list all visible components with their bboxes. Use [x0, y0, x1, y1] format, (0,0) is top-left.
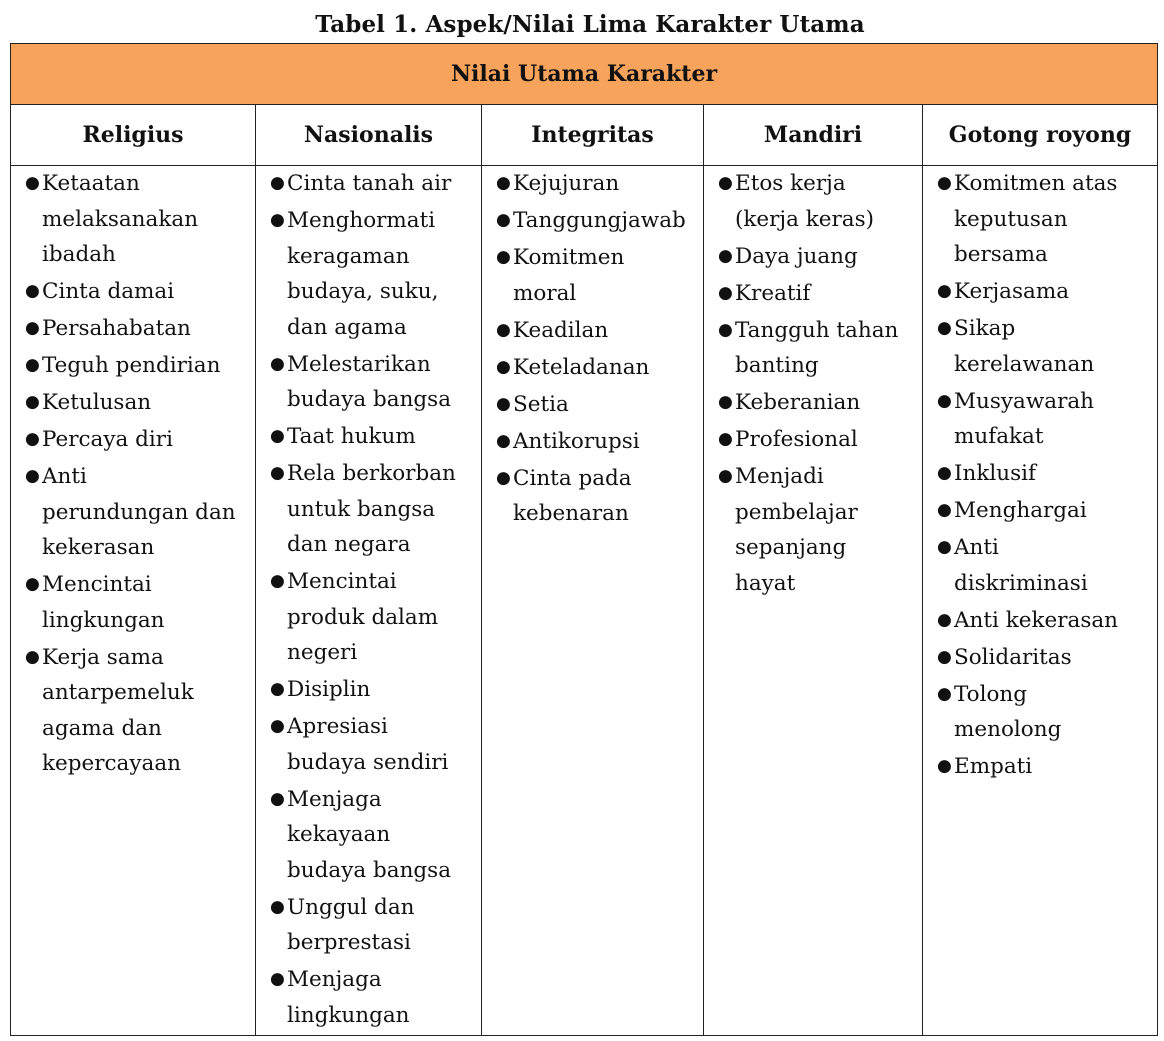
bullet-icon: ● — [270, 173, 285, 193]
list-item-text: Cinta pada kebenaran — [513, 465, 632, 526]
bullet-icon: ● — [496, 467, 511, 488]
bullet-icon: ● — [937, 281, 952, 301]
bullet-icon: ● — [937, 318, 952, 338]
list-item-text: Tangguh tahan banting — [735, 317, 899, 378]
list-item-text: Taat hukum — [287, 424, 416, 449]
list-item-text: Kreatif — [735, 280, 811, 306]
list-item-text: Solidaritas — [954, 644, 1072, 670]
column-header-integritas: Integritas — [482, 105, 704, 166]
list-item-text: Kerjasama — [954, 279, 1070, 304]
bullet-icon: ● — [937, 463, 952, 483]
list-item — [256, 419, 481, 455]
list-item — [256, 709, 481, 780]
list-item — [256, 456, 481, 563]
column-cell-gotong-royong — [923, 166, 1158, 1036]
list-item-text: Menghargai — [954, 498, 1087, 523]
list-item-text: Cinta tanah air — [287, 171, 452, 196]
list-item-text: Ketulusan — [42, 390, 152, 415]
list-item — [256, 347, 481, 418]
bullet-icon: ● — [718, 319, 733, 340]
column-cell-integritas — [482, 166, 704, 1036]
bullet-icon: ● — [496, 356, 511, 377]
list-item — [923, 493, 1157, 529]
list-item-text: Rela berkorban untuk bangsa dan negara — [287, 461, 456, 557]
list-item-text: Disiplin — [287, 677, 371, 702]
list-item-text: Antikorupsi — [513, 428, 640, 454]
list-item — [11, 459, 255, 566]
list-item — [482, 424, 703, 460]
list-item-text: Mencintai lingkungan — [42, 572, 165, 633]
list-item — [923, 384, 1157, 455]
list-item — [923, 456, 1157, 492]
list-item — [482, 166, 703, 202]
list-item-text: Anti kekerasan — [954, 607, 1119, 633]
list-item — [704, 422, 922, 458]
list-item — [11, 422, 255, 458]
list-item — [704, 166, 922, 237]
list-item-text: Daya juang — [735, 243, 858, 269]
list-item — [256, 890, 481, 961]
bullet-icon: ● — [718, 173, 733, 193]
list-item — [256, 962, 481, 1033]
value-list-religius — [11, 166, 255, 782]
bullet-icon: ● — [496, 430, 511, 451]
bullet-icon: ● — [496, 173, 511, 193]
list-item-text: Kejujuran — [513, 171, 620, 196]
bullet-icon: ● — [496, 393, 511, 414]
list-item-text: Cinta damai — [42, 279, 175, 304]
bullet-icon: ● — [937, 173, 952, 193]
list-item-text: Inklusif — [954, 461, 1036, 486]
column-cell-religius — [11, 166, 256, 1036]
value-list-integritas — [482, 166, 703, 532]
list-item — [923, 677, 1157, 748]
list-item — [256, 203, 481, 345]
list-item — [923, 166, 1157, 273]
bullet-icon: ● — [718, 245, 733, 266]
bullet-icon: ● — [270, 353, 285, 374]
bullet-icon: ● — [270, 969, 285, 989]
bullet-icon: ● — [937, 390, 952, 411]
list-item — [11, 166, 255, 273]
list-item — [704, 385, 922, 421]
bullet-icon: ● — [25, 574, 40, 594]
list-item — [11, 274, 255, 310]
list-item — [482, 203, 703, 239]
list-item — [11, 311, 255, 347]
list-item — [704, 276, 922, 312]
list-item-text: Persahabatan — [42, 316, 191, 341]
list-item-text: Mencintai produk dalam negeri — [287, 569, 439, 665]
list-item-text: Teguh pendirian — [42, 353, 221, 378]
bullet-icon: ● — [25, 466, 40, 486]
list-item — [923, 530, 1157, 601]
list-item — [482, 350, 703, 386]
list-item — [923, 274, 1157, 310]
list-item — [923, 311, 1157, 382]
character-values-table — [10, 43, 1158, 1036]
list-item-text: Melestarikan budaya bangsa — [287, 351, 452, 412]
table-caption: Tabel 1. Aspek/Nilai Lima Karakter Utama — [315, 11, 865, 38]
bullet-icon: ● — [937, 609, 952, 630]
column-cell-nasionalis — [256, 166, 482, 1036]
list-item-text: Profesional — [735, 427, 858, 452]
bullet-icon: ● — [270, 571, 285, 591]
bullet-icon: ● — [718, 429, 733, 449]
list-item-text: Menjaga lingkungan — [287, 967, 410, 1028]
list-item — [11, 567, 255, 638]
list-item — [11, 640, 255, 782]
bullet-icon: ● — [496, 210, 511, 230]
list-item — [11, 348, 255, 384]
bullet-icon: ● — [937, 537, 952, 557]
list-item-text: Menjaga kekayaan budaya bangsa — [287, 786, 452, 883]
column-header-gotong-royong: Gotong royong — [923, 105, 1158, 166]
list-item — [704, 313, 922, 384]
table-band-header: Nilai Utama Karakter — [11, 44, 1158, 105]
list-item — [704, 459, 922, 601]
list-item-text: Percaya diri — [42, 427, 173, 452]
bullet-icon: ● — [25, 281, 40, 301]
list-item-text: Empati — [954, 754, 1033, 779]
bullet-icon: ● — [25, 355, 40, 375]
bullet-icon: ● — [270, 210, 285, 230]
bullet-icon: ● — [270, 426, 285, 446]
bullet-icon: ● — [937, 646, 952, 667]
value-list-nasionalis — [256, 166, 481, 1033]
list-item-text: Menjadi pembelajar sepanjang hayat — [735, 464, 858, 596]
value-list-mandiri — [704, 166, 922, 601]
list-item — [482, 387, 703, 423]
list-item — [923, 603, 1157, 639]
list-item — [923, 640, 1157, 676]
list-item — [11, 385, 255, 421]
bullet-icon: ● — [270, 463, 285, 483]
bullet-icon: ● — [937, 683, 952, 704]
list-item-text: Ketaatan melaksanakan ibadah — [42, 171, 199, 267]
list-item — [482, 461, 703, 532]
bullet-icon: ● — [270, 788, 285, 809]
bullet-icon: ● — [25, 173, 40, 193]
list-item-text: Keteladanan — [513, 354, 650, 380]
bullet-icon: ● — [496, 319, 511, 340]
list-item — [256, 564, 481, 671]
list-item-text: Unggul dan berprestasi — [287, 894, 415, 955]
bullet-icon: ● — [25, 429, 40, 449]
list-item — [256, 166, 481, 202]
list-item-text: Anti perundungan dan kekerasan — [42, 464, 236, 560]
list-item — [482, 240, 703, 311]
list-item — [923, 749, 1157, 785]
bullet-icon: ● — [25, 318, 40, 338]
bullet-icon: ● — [270, 716, 285, 736]
bullet-icon: ● — [718, 466, 733, 486]
bullet-icon: ● — [718, 282, 733, 303]
bullet-icon: ● — [718, 392, 733, 412]
list-item-text: Komitmen moral — [513, 245, 625, 306]
list-item-text: Keberanian — [735, 390, 861, 415]
list-item — [256, 782, 481, 889]
list-item-text: Tolong menolong — [954, 681, 1062, 742]
column-cell-mandiri — [704, 166, 923, 1036]
column-header-mandiri: Mandiri — [704, 105, 923, 166]
list-item-text: Tanggungjawab — [513, 208, 686, 233]
list-item-text: Etos kerja (kerja keras) — [735, 171, 875, 232]
list-item-text: Keadilan — [513, 317, 609, 343]
bullet-icon: ● — [25, 646, 40, 667]
bullet-icon: ● — [270, 679, 285, 699]
bullet-icon: ● — [937, 756, 952, 776]
list-item-text: Sikap kerelawanan — [954, 316, 1095, 377]
column-header-religius: Religius — [11, 105, 256, 166]
list-item-text: Anti diskriminasi — [954, 535, 1088, 596]
list-item — [482, 313, 703, 349]
list-item-text: Komitmen atas keputusan bersama — [954, 171, 1118, 267]
bullet-icon: ● — [937, 500, 952, 520]
list-item-text: Apresiasi budaya sendiri — [287, 714, 449, 775]
bullet-icon: ● — [270, 896, 285, 917]
column-header-nasionalis: Nasionalis — [256, 105, 482, 166]
list-item — [704, 239, 922, 275]
list-item-text: Kerja sama antarpemeluk agama dan kepercayaan — [42, 644, 194, 776]
list-item-text: Musyawarah mufakat — [954, 388, 1095, 449]
list-item — [256, 672, 481, 708]
bullet-icon: ● — [496, 247, 511, 267]
bullet-icon: ● — [25, 392, 40, 412]
value-list-gotong-royong — [923, 166, 1157, 785]
list-item-text: Menghormati keragaman budaya, suku, dan agama — [287, 208, 439, 340]
list-item-text: Setia — [513, 391, 569, 417]
